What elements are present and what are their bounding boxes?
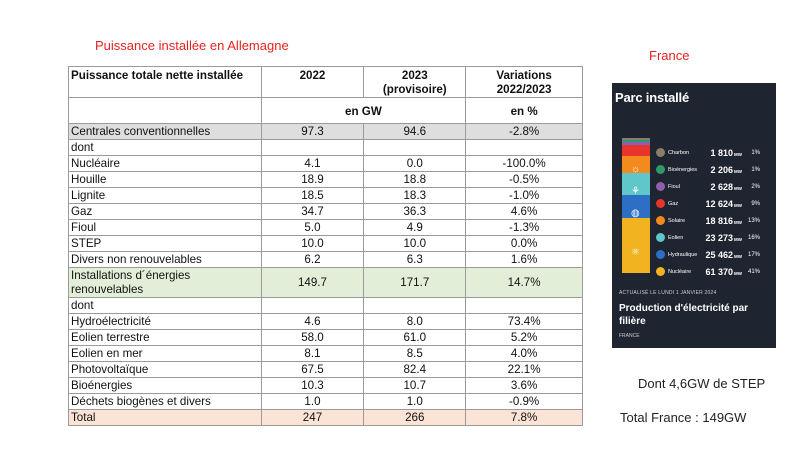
variation: -0.5% [466, 172, 583, 188]
legend-dot-icon [656, 182, 665, 191]
table-row [69, 346, 583, 362]
value-2022: 247 [261, 410, 364, 426]
legend-percent: 41% [747, 268, 760, 275]
row-label: Nucléaire [69, 156, 262, 172]
value-2023: 8.5 [364, 346, 466, 362]
sun-icon: ☼ [631, 164, 641, 175]
value-2022: 149.7 [261, 268, 364, 298]
legend-value: 25 462MW [705, 249, 742, 260]
row-label: Eolien en mer [69, 346, 262, 362]
row-label: Fioul [69, 220, 262, 236]
panel-title: Parc installé [615, 90, 689, 105]
value-2022: 97.3 [261, 124, 364, 140]
legend-percent: 13% [747, 217, 760, 224]
legend-value: 1 810MW [710, 147, 742, 158]
header-2023: 2023 (provisoire) [364, 67, 466, 98]
row-label: Gaz [69, 204, 262, 220]
table-row [69, 236, 583, 252]
table-row [69, 330, 583, 346]
table-row [69, 188, 583, 204]
legend-dot-icon [656, 165, 665, 174]
table-row [69, 298, 583, 314]
row-label: STEP [69, 236, 262, 252]
wind-turbine-icon: ⚘ [631, 186, 640, 197]
value-2023: 4.9 [364, 220, 466, 236]
legend-value: 61 370MW [705, 266, 742, 277]
table-row [69, 362, 583, 378]
legend-name: Hydraulique [668, 251, 698, 258]
legend-value: 18 816MW [705, 215, 742, 226]
variation [466, 140, 583, 156]
value-2023: 266 [364, 410, 466, 426]
value-2022: 4.1 [261, 156, 364, 172]
row-label: Eolien terrestre [69, 330, 262, 346]
row-label: Photovoltaïque [69, 362, 262, 378]
header-2022: 2022 [261, 67, 364, 98]
header-unit-gw: en GW [261, 98, 466, 124]
legend-dot-icon [656, 216, 665, 225]
legend-dot-icon [656, 148, 665, 157]
variation: 1.6% [466, 252, 583, 268]
table-row [69, 156, 583, 172]
legend-percent: 1% [751, 166, 760, 173]
value-2022: 5.0 [261, 220, 364, 236]
value-2023: 1.0 [364, 394, 466, 410]
legend-value: 12 624MW [705, 198, 742, 209]
legend-item [656, 246, 774, 263]
table-row [69, 124, 583, 140]
legend-percent: 1% [751, 149, 760, 156]
value-2022: 10.0 [261, 236, 364, 252]
row-label: Bioénergies [69, 378, 262, 394]
variation: 5.2% [466, 330, 583, 346]
value-2022: 6.2 [261, 252, 364, 268]
legend-value: 2 206MW [710, 164, 742, 175]
value-2023: 6.3 [364, 252, 466, 268]
legend-item [656, 161, 774, 178]
germany-title: Puissance installée en Allemagne [95, 38, 289, 53]
france-title: France [649, 48, 690, 63]
variation: 7.8% [466, 410, 583, 426]
capacity-legend [656, 144, 774, 280]
value-2022: 10.3 [261, 378, 364, 394]
value-2023: 0.0 [364, 156, 466, 172]
table-row [69, 268, 583, 298]
value-2022: 4.6 [261, 314, 364, 330]
water-drop-icon: ◍ [631, 208, 640, 219]
legend-item [656, 229, 774, 246]
value-2023: 61.0 [364, 330, 466, 346]
value-2022: 58.0 [261, 330, 364, 346]
variation: 0.0% [466, 236, 583, 252]
france-installed-capacity-panel [612, 83, 776, 348]
value-2023: 8.0 [364, 314, 466, 330]
table-row [69, 314, 583, 330]
row-label: Houille [69, 172, 262, 188]
legend-percent: 16% [747, 234, 760, 241]
variation: -100.0% [466, 156, 583, 172]
legend-name: Gaz [668, 200, 679, 207]
value-2022: 1.0 [261, 394, 364, 410]
variation: -2.8% [466, 124, 583, 140]
variation: 14.7% [466, 268, 583, 298]
legend-item [656, 178, 774, 195]
legend-name: Charbon [668, 149, 690, 156]
value-2022 [261, 140, 364, 156]
table-row [69, 378, 583, 394]
variation: 4.6% [466, 204, 583, 220]
value-2023: 18.3 [364, 188, 466, 204]
variation: 3.6% [466, 378, 583, 394]
legend-item [656, 195, 774, 212]
variation: -1.3% [466, 220, 583, 236]
header-unit-spacer [69, 98, 262, 124]
value-2022: 18.9 [261, 172, 364, 188]
table-row [69, 394, 583, 410]
legend-percent: 17% [747, 251, 760, 258]
variation [466, 298, 583, 314]
table-row [69, 172, 583, 188]
legend-item [656, 212, 774, 229]
legend-dot-icon [656, 233, 665, 242]
value-2023: 10.7 [364, 378, 466, 394]
row-label: Divers non renouvelables [69, 252, 262, 268]
nuclear-icon: ⚛ [631, 247, 640, 258]
legend-dot-icon [656, 199, 665, 208]
value-2022: 67.5 [261, 362, 364, 378]
legend-name: Eolien [668, 234, 684, 241]
row-label: Déchets biogènes et divers [69, 394, 262, 410]
legend-name: Fioul [668, 183, 680, 190]
row-label: dont [69, 298, 262, 314]
table-row [69, 204, 583, 220]
value-2022: 18.5 [261, 188, 364, 204]
value-2023: 18.8 [364, 172, 466, 188]
value-2022: 34.7 [261, 204, 364, 220]
legend-percent: 2% [751, 183, 760, 190]
panel-subtitle: Production d'électricité par filière [619, 303, 749, 327]
panel-country: FRANCE [619, 333, 640, 339]
header-variation: Variations 2022/2023 [466, 67, 583, 98]
value-2023: 171.7 [364, 268, 466, 298]
variation: -0.9% [466, 394, 583, 410]
row-label: Total [69, 410, 262, 426]
table-row [69, 410, 583, 426]
row-label: Hydroélectricité [69, 314, 262, 330]
value-2023 [364, 140, 466, 156]
germany-capacity-table [68, 66, 583, 426]
legend-item [656, 263, 774, 280]
variation: -1.0% [466, 188, 583, 204]
row-label: dont [69, 140, 262, 156]
table-row [69, 220, 583, 236]
legend-name: Nucléaire [668, 268, 692, 275]
table-row [69, 252, 583, 268]
variation: 73.4% [466, 314, 583, 330]
value-2023: 94.6 [364, 124, 466, 140]
legend-item [656, 144, 774, 161]
total-france-note: Total France : 149GW [620, 410, 747, 425]
table-row [69, 140, 583, 156]
legend-name: Bioénergies [668, 166, 698, 173]
value-2023: 82.4 [364, 362, 466, 378]
value-2022 [261, 298, 364, 314]
value-2023: 36.3 [364, 204, 466, 220]
header-unit-pct: en % [466, 98, 583, 124]
row-label: Installations d´énergies renouvelables [69, 268, 262, 298]
step-note: Dont 4,6GW de STEP [638, 376, 766, 391]
value-2023 [364, 298, 466, 314]
update-date: ACTUALISÉ LE LUNDI 1 JANVIER 2024 [619, 290, 717, 296]
row-label: Lignite [69, 188, 262, 204]
legend-name: Solaire [668, 217, 686, 224]
variation: 22.1% [466, 362, 583, 378]
legend-value: 2 628MW [710, 181, 742, 192]
legend-dot-icon [656, 250, 665, 259]
legend-percent: 9% [751, 200, 760, 207]
row-label: Centrales conventionnelles [69, 124, 262, 140]
header-label: Puissance totale nette installée [69, 67, 262, 98]
variation: 4.0% [466, 346, 583, 362]
legend-dot-icon [656, 267, 665, 276]
value-2022: 8.1 [261, 346, 364, 362]
legend-value: 23 273MW [705, 232, 742, 243]
value-2023: 10.0 [364, 236, 466, 252]
